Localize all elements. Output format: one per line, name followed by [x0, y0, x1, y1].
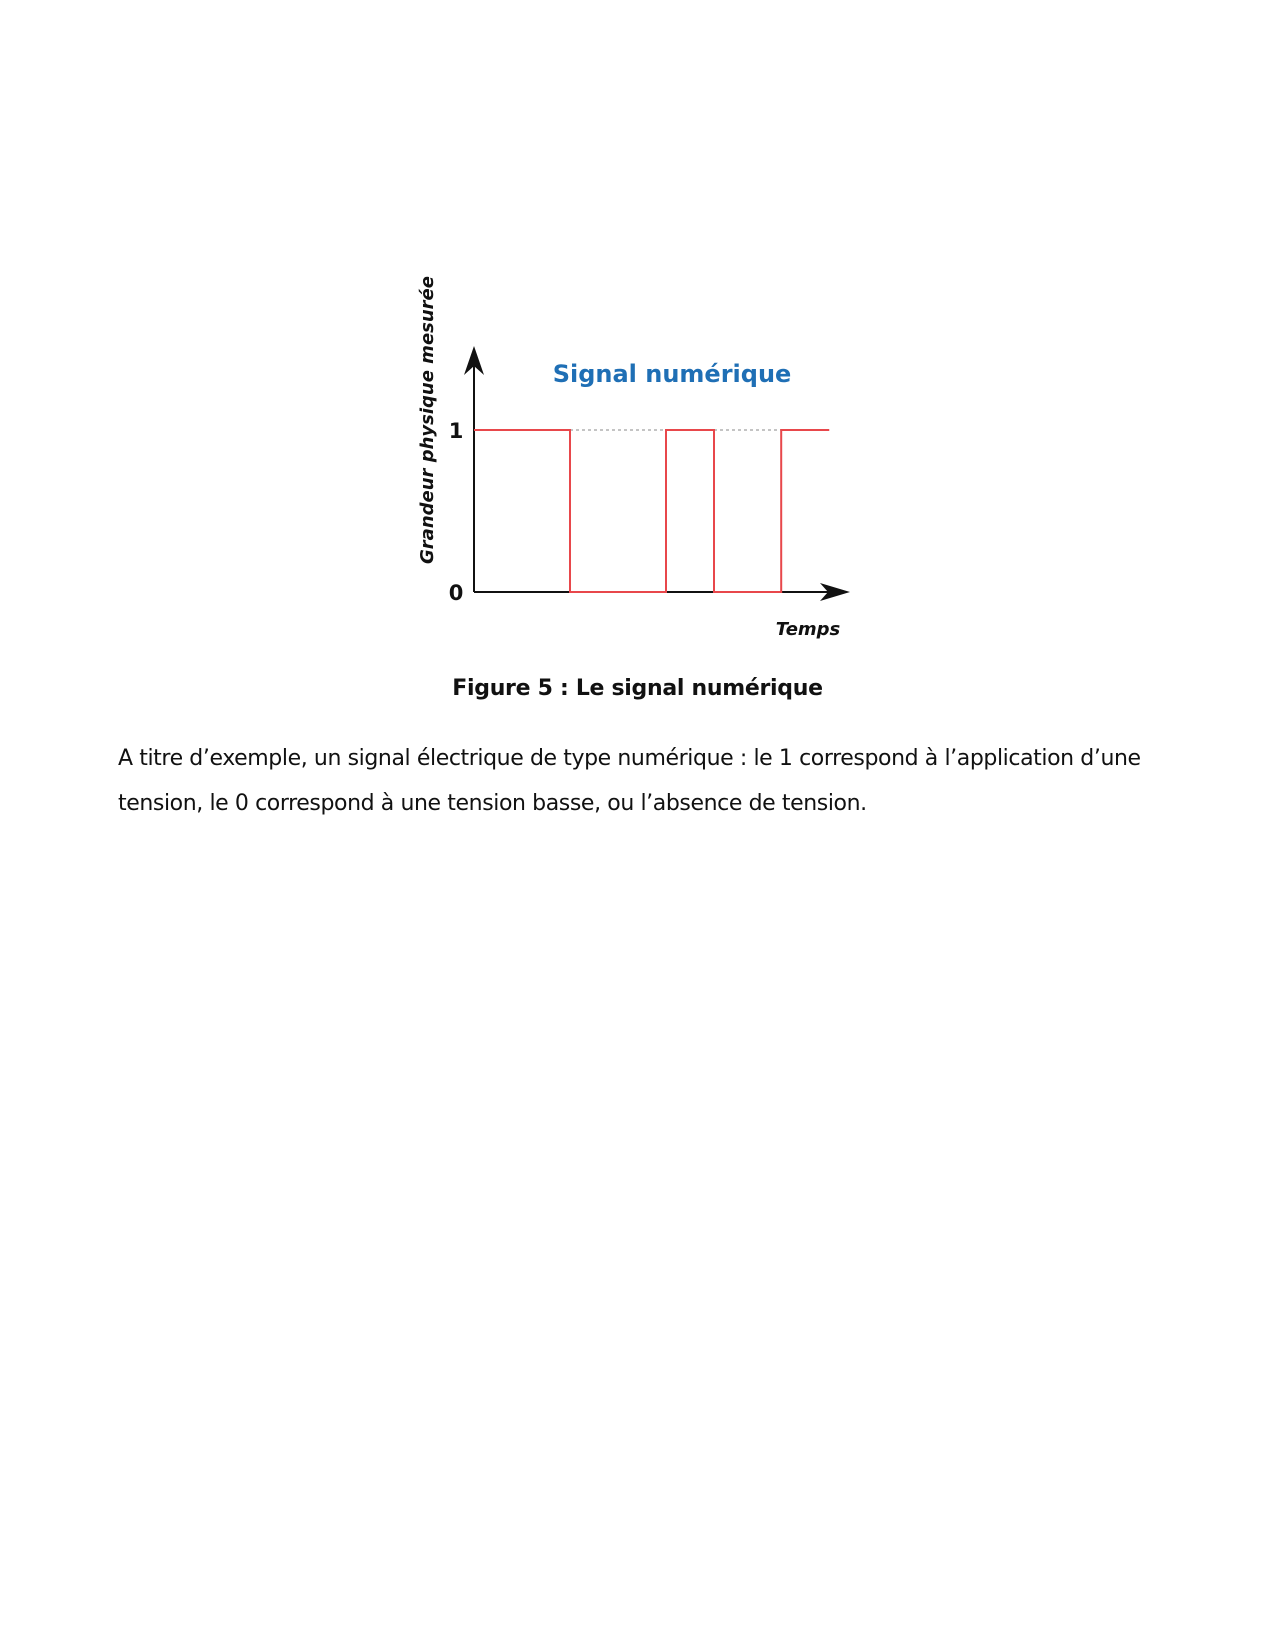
y-tick-label-1: 1: [448, 419, 464, 443]
signal-series-line: [474, 430, 829, 592]
body-paragraph: A titre d’exemple, un signal électrique de type numérique : le 1 correspond à l’application d’une tension, le 0 correspond à une tension basse, ou l’absence de tension.: [118, 746, 1141, 816]
chart-title: Signal numérique: [552, 360, 792, 388]
x-axis-label: Temps: [775, 619, 841, 640]
figure-caption: Figure 5 : Le signal numérique: [452, 676, 823, 701]
y-axis-label: Grandeur physique mesurée: [417, 276, 438, 564]
signal-figure: [0, 0, 1275, 660]
y-tick-label-0: 0: [448, 581, 464, 605]
